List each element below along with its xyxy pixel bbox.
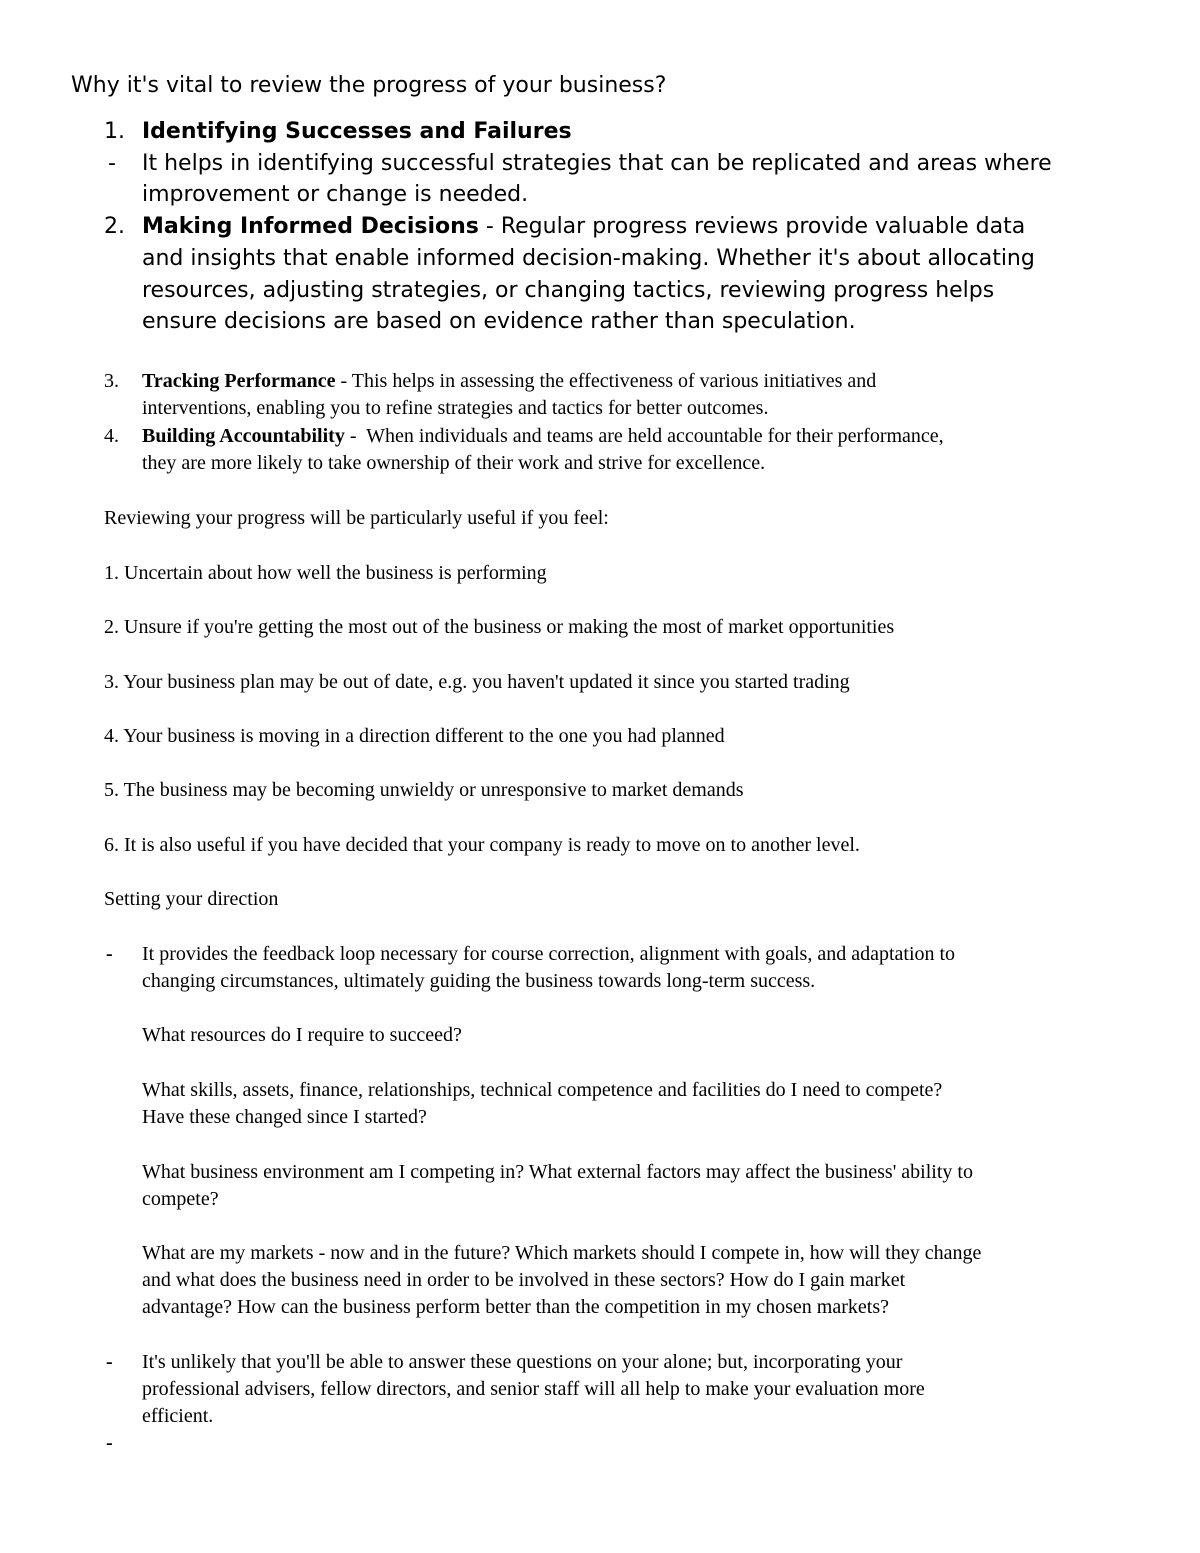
dash-bullet: - [106,943,113,965]
list-item-number: 3. [104,370,119,392]
item-title-bold: Building Accountability [142,425,345,447]
question-text: What skills, assets, finance, relationships, technical competence and facilities do I need to compete? [142,1079,943,1101]
dash-bullet: - [106,1351,113,1373]
bullet-text: efficient. [142,1405,214,1427]
list-item-number: 2. [104,214,125,239]
bullet-text: professional advisers, fellow directors, and senior staff will all help to make your evaluation more [142,1378,925,1400]
question-text: What are my markets - now and in the future? Which markets should I compete in, how will they change [142,1242,982,1264]
list-item-detail: interventions, enabling you to refine strategies and tactics for better outcomes. [142,397,769,419]
question-text: advantage? How can the business perform better than the competition in my chosen markets? [142,1296,889,1318]
list-item-detail: improvement or change is needed. [142,182,529,207]
item-separator: - [335,370,352,392]
dash-bullet: - [108,151,116,176]
bullet-text: It's unlikely that you'll be able to answer these questions on your alone; but, incorporating your [142,1351,903,1373]
page-heading: Why it's vital to review the progress of your business? [71,73,667,98]
list-item-title [142,116,572,148]
question-text: Have these changed since I started? [142,1106,427,1128]
useful-item: 1. Uncertain about how well the business is performing [104,562,547,584]
question-text: What business environment am I competing in? What external factors may affect the business' ability to [142,1161,973,1183]
list-item-detail: resources, adjusting strategies, or changing tactics, reviewing progress helps [142,278,995,303]
useful-item: 2. Unsure if you're getting the most out of the business or making the most of market opportunities [104,616,895,638]
useful-item: 3. Your business plan may be out of date, e.g. you haven't updated it since you started trading [104,671,850,693]
item-title-bold: Identifying Successes and Failures [142,119,572,144]
section-heading: Setting your direction [104,888,279,910]
item-detail: When individuals and teams are held accountable for their performance, [366,425,944,447]
item-detail: This helps in assessing the effectiveness of various initiatives and [351,370,877,392]
question-text: compete? [142,1188,219,1210]
item-title-bold: Making Informed Decisions [142,214,479,239]
item-separator: - [478,214,501,239]
item-title-bold: Tracking Performance [142,370,336,392]
list-item-text [142,423,944,450]
list-item-detail: It helps in identifying successful strategies that can be replicated and areas where [142,151,1052,176]
list-item-text [142,211,1025,243]
question-text: What resources do I require to succeed? [142,1024,462,1046]
bullet-text: changing circumstances, ultimately guiding the business towards long-term success. [142,970,816,992]
item-separator: - [344,425,367,447]
useful-item: 6. It is also useful if you have decided that your company is ready to move on to another level. [104,834,860,856]
list-item-number: 4. [104,425,119,447]
list-item-detail: ensure decisions are based on evidence rather than speculation. [142,309,856,334]
dash-bullet: - [106,1432,113,1454]
bullet-text: It provides the feedback loop necessary for course correction, alignment with goals, and adaptation to [142,943,956,965]
list-item-detail: and insights that enable informed decision-making. Whether it's about allocating [142,246,1035,271]
list-item-text [142,368,876,395]
useful-intro: Reviewing your progress will be particularly useful if you feel: [104,507,609,529]
list-item-detail: they are more likely to take ownership of their work and strive for excellence. [142,452,766,474]
useful-item: 5. The business may be becoming unwieldy or unresponsive to market demands [104,779,744,801]
question-text: and what does the business need in order to be involved in these sectors? How do I gain market [142,1269,906,1291]
list-item-number: 1. [104,119,125,144]
item-detail: Regular progress reviews provide valuable data [500,214,1026,239]
useful-item: 4. Your business is moving in a direction different to the one you had planned [104,725,725,747]
